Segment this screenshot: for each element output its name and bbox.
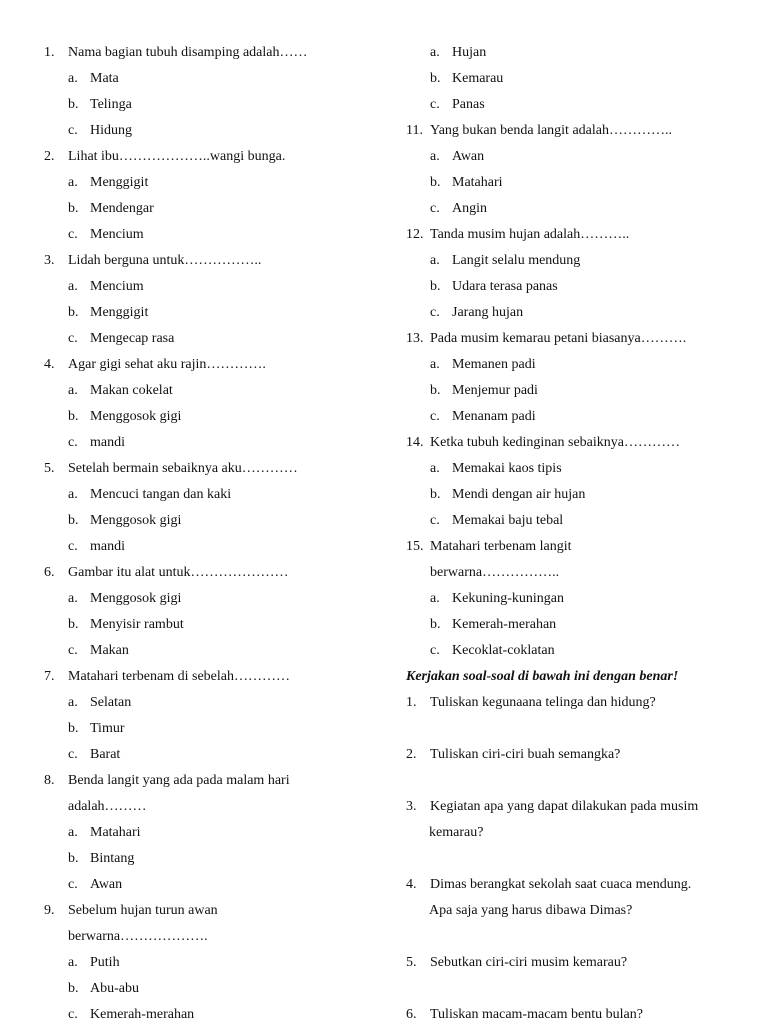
essay-question-4-continuation: Apa saja yang harus dibawa Dimas?	[429, 903, 633, 918]
option-letter: a.	[430, 253, 440, 268]
question-number: 2.	[44, 149, 55, 164]
option-letter: b.	[68, 721, 79, 736]
essay-question-4	[406, 872, 746, 898]
question-text: Lidah berguna untuk……………..	[68, 253, 262, 268]
option-10b	[406, 66, 746, 92]
question-14	[406, 430, 746, 456]
option-letter: c.	[430, 201, 440, 216]
option-text: Mencium	[90, 227, 144, 242]
option-letter: b.	[430, 617, 441, 632]
option-9c	[44, 1002, 384, 1028]
question-text: Tuliskan macam-macam bentu bulan?	[430, 1007, 643, 1022]
question-text: Pada musim kemarau petani biasanya……….	[430, 331, 687, 346]
option-text: Menyisir rambut	[90, 617, 184, 632]
question-4	[44, 352, 384, 378]
option-12c	[406, 300, 746, 326]
question-number: 1.	[406, 695, 417, 710]
option-text: mandi	[90, 435, 125, 450]
question-text: Agar gigi sehat aku rajin………….	[68, 357, 266, 372]
question-number: 5.	[44, 461, 55, 476]
option-letter: c.	[68, 539, 78, 554]
option-text: Barat	[90, 747, 121, 762]
option-1c	[44, 118, 384, 144]
option-letter: a.	[430, 591, 440, 606]
option-text: Makan	[90, 643, 129, 658]
option-14b	[406, 482, 746, 508]
option-letter: a.	[68, 175, 78, 190]
option-11b	[406, 170, 746, 196]
option-letter: c.	[430, 305, 440, 320]
essay-question-3-continuation: kemarau?	[429, 825, 484, 840]
option-12b	[406, 274, 746, 300]
option-text: Awan	[90, 877, 123, 892]
question-9	[44, 898, 384, 924]
question-number: 7.	[44, 669, 55, 684]
question-text: Kegiatan apa yang dapat dilakukan pada musim	[430, 799, 699, 814]
option-15b	[406, 612, 746, 638]
option-letter: c.	[68, 435, 78, 450]
option-text: Langit selalu mendung	[452, 253, 581, 268]
option-text: Jarang hujan	[452, 305, 524, 320]
option-text: Menggigit	[90, 175, 149, 190]
option-7a	[44, 690, 384, 716]
option-4a	[44, 378, 384, 404]
option-13b	[406, 378, 746, 404]
option-9b	[44, 976, 384, 1002]
question-text: Ketka tubuh kedinginan sebaiknya…………	[430, 435, 681, 450]
option-letter: a.	[68, 695, 78, 710]
option-text: Abu-abu	[90, 981, 139, 996]
option-letter: b.	[430, 71, 441, 86]
question-15-continuation: berwarna……………..	[430, 565, 560, 580]
option-15a	[406, 586, 746, 612]
option-13c	[406, 404, 746, 430]
option-text: Makan cokelat	[90, 383, 173, 398]
question-text: Lihat ibu………………..wangi bunga.	[68, 149, 286, 164]
option-letter: a.	[68, 591, 78, 606]
question-text: Tuliskan ciri-ciri buah semangka?	[430, 747, 621, 762]
essay-question-3	[406, 794, 746, 820]
answer-space	[406, 976, 746, 1002]
option-letter: a.	[68, 383, 78, 398]
option-10a	[406, 40, 746, 66]
answer-space	[406, 716, 746, 742]
right-column	[406, 40, 746, 1028]
option-11c	[406, 196, 746, 222]
question-number: 13.	[406, 331, 424, 346]
question-8	[44, 768, 384, 794]
question-number: 4.	[44, 357, 55, 372]
option-text: Matahari	[452, 175, 503, 190]
option-3c	[44, 326, 384, 352]
option-3a	[44, 274, 384, 300]
question-number: 3.	[44, 253, 55, 268]
question-6	[44, 560, 384, 586]
option-letter: b.	[430, 383, 441, 398]
question-number: 15.	[406, 539, 424, 554]
option-text: Menanam padi	[452, 409, 536, 424]
question-number: 14.	[406, 435, 424, 450]
option-letter: b.	[430, 487, 441, 502]
option-letter: c.	[68, 643, 78, 658]
option-10c	[406, 92, 746, 118]
option-letter: b.	[68, 617, 79, 632]
option-7b	[44, 716, 384, 742]
option-text: Selatan	[90, 695, 132, 710]
option-text: Kekuning-kuningan	[452, 591, 564, 606]
option-letter: b.	[430, 175, 441, 190]
option-letter: c.	[68, 747, 78, 762]
option-14c	[406, 508, 746, 534]
option-2a	[44, 170, 384, 196]
option-text: Angin	[452, 201, 487, 216]
option-text: Putih	[90, 955, 120, 970]
option-3b	[44, 300, 384, 326]
question-number: 11.	[406, 123, 423, 138]
question-number: 4.	[406, 877, 417, 892]
option-letter: c.	[68, 123, 78, 138]
option-4c	[44, 430, 384, 456]
option-5a	[44, 482, 384, 508]
option-letter: a.	[430, 461, 440, 476]
option-letter: c.	[68, 331, 78, 346]
option-text: Mendengar	[90, 201, 154, 216]
option-9a	[44, 950, 384, 976]
question-text: Sebelum hujan turun awan	[68, 903, 218, 918]
question-text: Matahari terbenam langit	[430, 539, 572, 554]
option-text: Bintang	[90, 851, 135, 866]
question-text: Tuliskan kegunaana telinga dan hidung?	[430, 695, 656, 710]
option-text: Kecoklat-coklatan	[452, 643, 555, 658]
left-column	[44, 40, 384, 1028]
option-1b	[44, 92, 384, 118]
option-letter: c.	[430, 513, 440, 528]
option-letter: b.	[430, 279, 441, 294]
option-5b	[44, 508, 384, 534]
option-6a	[44, 586, 384, 612]
question-text: Dimas berangkat sekolah saat cuaca mendung.	[430, 877, 692, 892]
question-5	[44, 456, 384, 482]
essay-question-2	[406, 742, 746, 768]
option-letter: b.	[68, 513, 79, 528]
question-text: Sebutkan ciri-ciri musim kemarau?	[430, 955, 628, 970]
question-text: Gambar itu alat untuk…………………	[68, 565, 289, 580]
question-number: 5.	[406, 955, 417, 970]
option-letter: a.	[68, 955, 78, 970]
option-2b	[44, 196, 384, 222]
option-letter: a.	[430, 149, 440, 164]
option-text: Menjemur padi	[452, 383, 538, 398]
option-text: Hujan	[452, 45, 487, 60]
question-1	[44, 40, 384, 66]
question-number: 6.	[44, 565, 55, 580]
question-number: 8.	[44, 773, 55, 788]
question-2	[44, 144, 384, 170]
answer-space	[406, 924, 746, 950]
option-letter: a.	[430, 357, 440, 372]
question-7	[44, 664, 384, 690]
answer-space	[406, 846, 746, 872]
question-number: 9.	[44, 903, 55, 918]
question-13	[406, 326, 746, 352]
option-14a	[406, 456, 746, 482]
option-letter: b.	[68, 851, 79, 866]
question-3	[44, 248, 384, 274]
option-text: Menggosok gigi	[90, 409, 182, 424]
question-11	[406, 118, 746, 144]
option-text: Mencium	[90, 279, 144, 294]
option-text: Kemerah-merahan	[452, 617, 557, 632]
option-letter: a.	[430, 45, 440, 60]
question-number: 1.	[44, 45, 55, 60]
question-8-continuation: adalah………	[68, 799, 147, 814]
option-letter: c.	[430, 409, 440, 424]
question-number: 6.	[406, 1007, 417, 1022]
option-letter: c.	[68, 1007, 78, 1022]
option-4b	[44, 404, 384, 430]
option-letter: c.	[430, 97, 440, 112]
question-text: Benda langit yang ada pada malam hari	[68, 773, 290, 788]
option-letter: b.	[68, 97, 79, 112]
option-text: Memakai kaos tipis	[452, 461, 562, 476]
option-text: Kemarau	[452, 71, 504, 86]
option-2c	[44, 222, 384, 248]
option-letter: a.	[68, 71, 78, 86]
option-text: Memakai baju tebal	[452, 513, 564, 528]
essay-question-5	[406, 950, 746, 976]
option-text: Menggigit	[90, 305, 149, 320]
option-letter: a.	[68, 487, 78, 502]
essay-instruction: Kerjakan soal-soal di bawah ini dengan benar!	[406, 669, 679, 684]
option-text: Hidung	[90, 123, 132, 138]
question-text: Tanda musim hujan adalah………..	[430, 227, 630, 242]
option-letter: b.	[68, 201, 79, 216]
option-13a	[406, 352, 746, 378]
option-text: Memanen padi	[452, 357, 536, 372]
option-text: Matahari	[90, 825, 141, 840]
option-letter: c.	[68, 877, 78, 892]
option-letter: c.	[430, 643, 440, 658]
option-text: Telinga	[90, 97, 132, 112]
option-text: Mengecap rasa	[90, 331, 175, 346]
option-text: Timur	[90, 721, 125, 736]
option-6b	[44, 612, 384, 638]
option-8b	[44, 846, 384, 872]
option-6c	[44, 638, 384, 664]
option-letter: a.	[68, 279, 78, 294]
option-8c	[44, 872, 384, 898]
question-number: 3.	[406, 799, 417, 814]
essay-question-6	[406, 1002, 746, 1028]
question-text: Nama bagian tubuh disamping adalah……	[68, 45, 308, 60]
option-text: Menggosok gigi	[90, 513, 182, 528]
option-12a	[406, 248, 746, 274]
question-number: 2.	[406, 747, 417, 762]
answer-space	[406, 768, 746, 794]
question-text: Matahari terbenam di sebelah…………	[68, 669, 290, 684]
option-letter: b.	[68, 409, 79, 424]
option-text: Mendi dengan air hujan	[452, 487, 586, 502]
option-text: Awan	[452, 149, 485, 164]
question-text: Yang bukan benda langit adalah…………..	[430, 123, 672, 138]
option-text: Udara terasa panas	[452, 279, 558, 294]
question-9-continuation: berwarna……………….	[68, 929, 208, 944]
option-letter: c.	[68, 227, 78, 242]
option-text: Mencuci tangan dan kaki	[90, 487, 232, 502]
question-12	[406, 222, 746, 248]
option-15c	[406, 638, 746, 664]
question-15	[406, 534, 746, 560]
option-letter: b.	[68, 305, 79, 320]
option-text: mandi	[90, 539, 125, 554]
option-text: Panas	[452, 97, 485, 112]
option-text: Menggosok gigi	[90, 591, 182, 606]
option-letter: b.	[68, 981, 79, 996]
question-text: Setelah bermain sebaiknya aku…………	[68, 461, 298, 476]
option-5c	[44, 534, 384, 560]
option-1a	[44, 66, 384, 92]
option-7c	[44, 742, 384, 768]
option-8a	[44, 820, 384, 846]
option-11a	[406, 144, 746, 170]
option-text: Mata	[90, 71, 119, 86]
essay-question-1	[406, 690, 746, 716]
question-number: 12.	[406, 227, 424, 242]
option-letter: a.	[68, 825, 78, 840]
option-text: Kemerah-merahan	[90, 1007, 195, 1022]
